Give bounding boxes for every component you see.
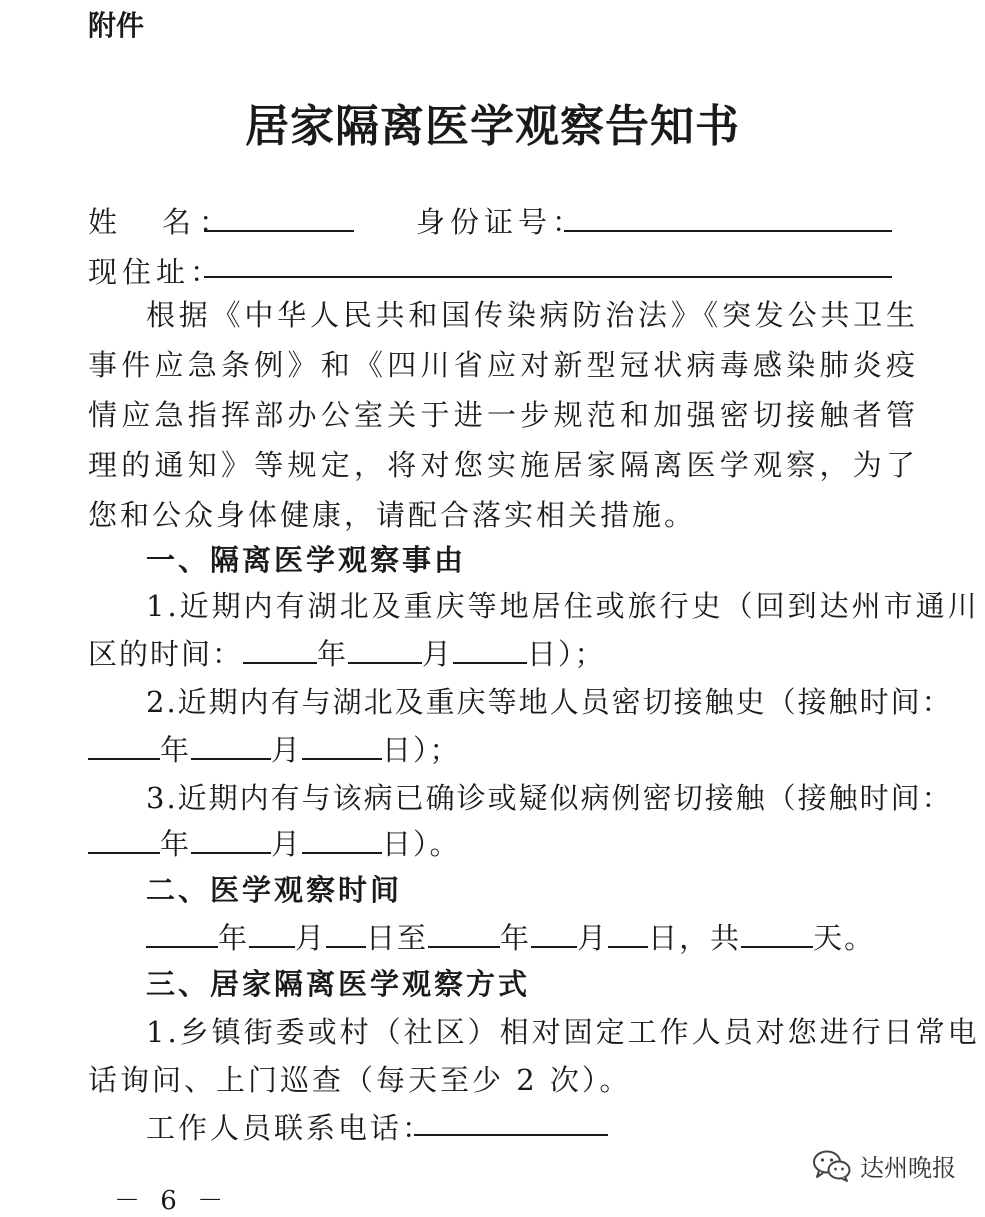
address-label: 现住址： xyxy=(88,255,225,289)
section1-heading: 一、隔离医学观察事由 xyxy=(146,543,467,577)
section1-item2-date-line xyxy=(88,728,461,769)
to-word: 日至 xyxy=(366,921,429,955)
total-word: 日，共 xyxy=(648,921,742,955)
date-close: 日）； xyxy=(527,637,606,671)
return-year-blank xyxy=(243,636,317,664)
attachment-label: 附件 xyxy=(88,9,145,42)
wechat-icon xyxy=(812,1149,852,1183)
end-year-blank xyxy=(428,920,500,948)
document-title: 居家隔离医学观察告知书 xyxy=(245,101,740,152)
end-day-blank xyxy=(608,920,648,948)
return-time-label: 区的时间： xyxy=(88,637,244,671)
return-month-blank xyxy=(348,636,422,664)
month-unit: 月 xyxy=(271,827,303,861)
end-month-blank xyxy=(531,920,577,948)
section3-item1-line1: 1.乡镇街委或村（社区）相对固定工作人员对您进行日常电 xyxy=(146,1015,980,1049)
case-contact-month-blank xyxy=(191,826,271,854)
observation-period-line xyxy=(146,916,875,957)
month-unit: 月 xyxy=(422,637,454,671)
total-days-blank xyxy=(741,920,813,948)
contact-month-blank xyxy=(191,732,271,760)
name-label: 姓 名： xyxy=(88,205,237,239)
section3-heading: 三、居家隔离医学观察方式 xyxy=(146,967,531,1001)
return-day-blank xyxy=(453,636,527,664)
id-number-label: 身份证号： xyxy=(416,205,587,239)
contact-day-blank xyxy=(302,732,382,760)
days-word: 天。 xyxy=(813,921,876,955)
id-number-blank xyxy=(564,230,892,232)
month-unit: 月 xyxy=(577,921,609,955)
date-close: 日）。 xyxy=(382,827,461,861)
section1-item3-line1: 3.近期内有与该病已确诊或疑似病例密切接触（接触时间： xyxy=(146,781,953,815)
start-day-blank xyxy=(326,920,366,948)
year-unit: 年 xyxy=(218,921,250,955)
address-blank xyxy=(204,276,892,278)
date-close: 日）； xyxy=(382,733,461,767)
section1-item1-date-line xyxy=(88,632,606,673)
section2-heading: 二、医学观察时间 xyxy=(146,873,403,907)
year-unit: 年 xyxy=(160,733,192,767)
case-contact-day-blank xyxy=(302,826,382,854)
section1-item1-line1: 1.近期内有湖北及重庆等地居住或旅行史（回到达州市通川 xyxy=(146,589,980,623)
start-year-blank xyxy=(146,920,218,948)
section1-item2-line1: 2.近期内有与湖北及重庆等地人员密切接触史（接触时间： xyxy=(146,685,953,719)
section1-item3-date-line xyxy=(88,822,461,863)
contact-phone-blank xyxy=(414,1134,608,1136)
section3-item1-line2: 话询问、上门巡查（每天至少 2 次）。 xyxy=(88,1063,632,1097)
page-number: － 6 － xyxy=(114,1186,230,1216)
year-unit: 年 xyxy=(160,827,192,861)
case-contact-year-blank xyxy=(88,826,160,854)
year-unit: 年 xyxy=(500,921,532,955)
intro-paragraph: 根据《中华人民共和国传染病防治法》《突发公共卫生事件应急条例》和《四川省应对新型冠状病毒感染肺炎疫情应急指挥部办公室关于进一步规范和加强密切接触者管理的通知》等规定，将对您实施居家隔离医学观察，为了您和公众身体健康，请配合落实相关措施。 xyxy=(88,298,918,532)
contact-phone-label: 工作人员联系电话： xyxy=(146,1111,435,1145)
year-unit: 年 xyxy=(317,637,349,671)
month-unit: 月 xyxy=(295,921,327,955)
watermark xyxy=(812,1148,956,1183)
watermark-text: 达州晚报 xyxy=(860,1154,956,1182)
month-unit: 月 xyxy=(271,733,303,767)
start-month-blank xyxy=(249,920,295,948)
contact-year-blank xyxy=(88,732,160,760)
name-blank xyxy=(204,230,354,232)
